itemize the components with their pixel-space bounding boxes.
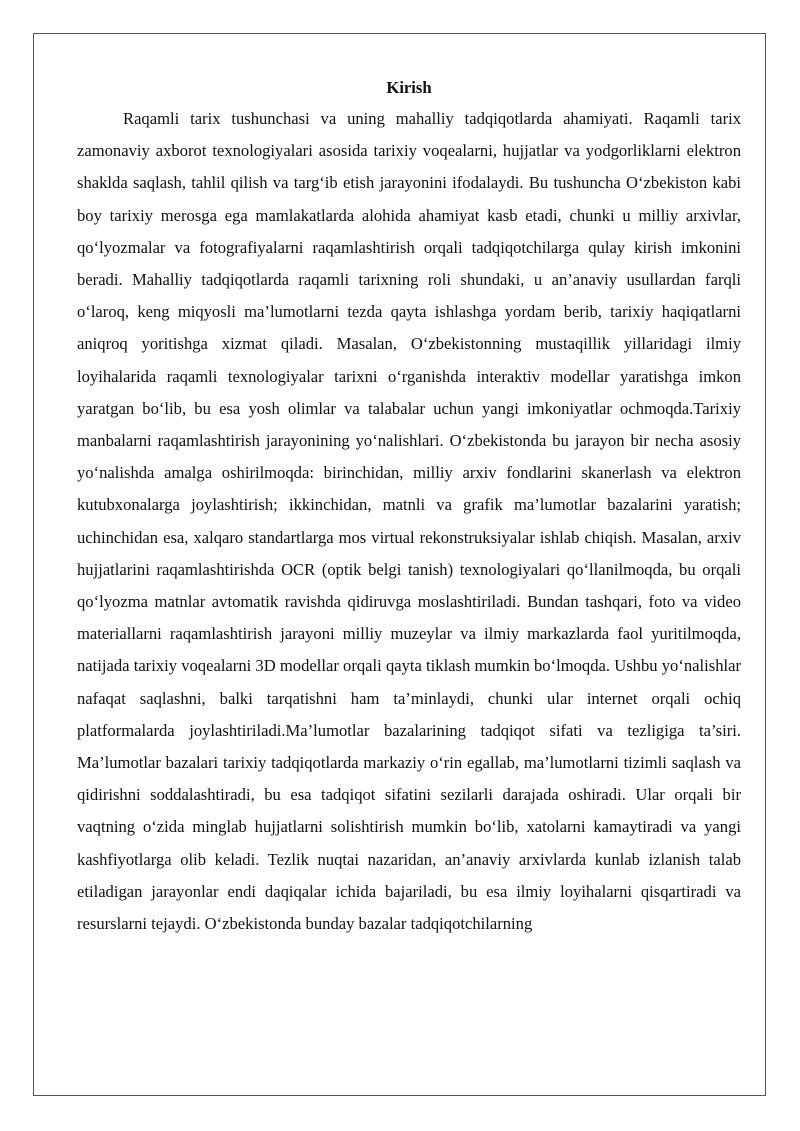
document-body: [77, 78, 741, 940]
body-paragraph: Raqamli tarix tushunchasi va uning mahalliy tadqiqotlarda ahamiyati. Raqamli tarix zamonaviy axborot texnologiyalari asosida tarixiy voqealarni, hujjatlar va yodgorliklarni elektron shaklda saqlash, tahlil qilish va targ‘ib etish jarayonini ifodalaydi. Bu tushuncha O‘zbekiston kabi boy tarixiy merosga ega mamlakatlarda alohida ahamiyat kasb etadi, chunki u milliy arxivlar, qo‘lyozmalar va fotografiyalarni raqamlashtirish orqali tadqiqotchilarga qulay kirish imkonini beradi. Mahalliy tadqiqotlarda raqamli tarixning roli shundaki, u an’anaviy usullardan farqli o‘laroq, keng miqyosli ma’lumotlarni tezda qayta ishlashga yordam berib, tarixiy haqiqatlarni aniqroq yoritishga xizmat qiladi. Masalan, O‘zbekistonning mustaqillik yillaridagi ilmiy loyihalarida raqamli texnologiyalar tarixni o‘rganishda interaktiv modellar yaratishga imkon yaratgan bo‘lib, bu esa yosh olimlar va talabalar uchun yangi imkoniyatlar ochmoqda.Tarixiy manbalarni raqamlashtirish jarayonining yo‘nalishlari. O‘zbekistonda bu jarayon bir necha asosiy yo‘nalishda amalga oshirilmoqda: birinchidan, milliy arxiv fondlarini skanerlash va elektron kutubxonalarga joylashtirish; ikkinchidan, matnli va grafik ma’lumotlar bazalarini yaratish; uchinchidan esa, xalqaro standartlarga mos virtual rekonstruksiyalar ishlab chiqish. Masalan, arxiv hujjatlarini raqamlashtirishda OCR (optik belgi tanish) texnologiyalari qo‘llanilmoqda, bu orqali qo‘lyozma matnlar avtomatik ravishda qidiruvga moslashtiriladi. Bundan tashqari, foto va video materiallarni raqamlashtirish jarayoni milliy muzeylar va ilmiy markazlarda faol yuritilmoqda, natijada tarixiy voqealarni 3D modellar orqali qayta tiklash mumkin bo‘lmoqda. Ushbu yo‘nalishlar nafaqat saqlashni, balki tarqatishni ham ta’minlaydi, chunki ular internet orqali ochiq platformalarda joylashtiriladi.Ma’lumotlar bazalarining tadqiqot sifati va tezligiga ta’siri. Ma’lumotlar bazalari tarixiy tadqiqotlarda markaziy o‘rin egallab, ma’lumotlarni tizimli saqlash va qidirishni soddalashtiradi, bu esa tadqiqot sifatini sezilarli darajada oshiradi. Ular orqali bir vaqtning o‘zida minglab hujjatlarni solishtirish mumkin bo‘lib, xatolarni kamaytiradi va yangi kashfiyotlarga olib keladi. Tezlik nuqtai nazaridan, an’anaviy arxivlarda kunlab izlanish talab etiladigan jarayonlar endi daqiqalar ichida bajariladi, bu esa ilmiy loyihalarni qisqartiradi va resurslarni tejaydi. O‘zbekistonda bunday bazalar tadqiqotchilarning: [77, 109, 741, 934]
document-title: Kirish: [386, 78, 432, 97]
